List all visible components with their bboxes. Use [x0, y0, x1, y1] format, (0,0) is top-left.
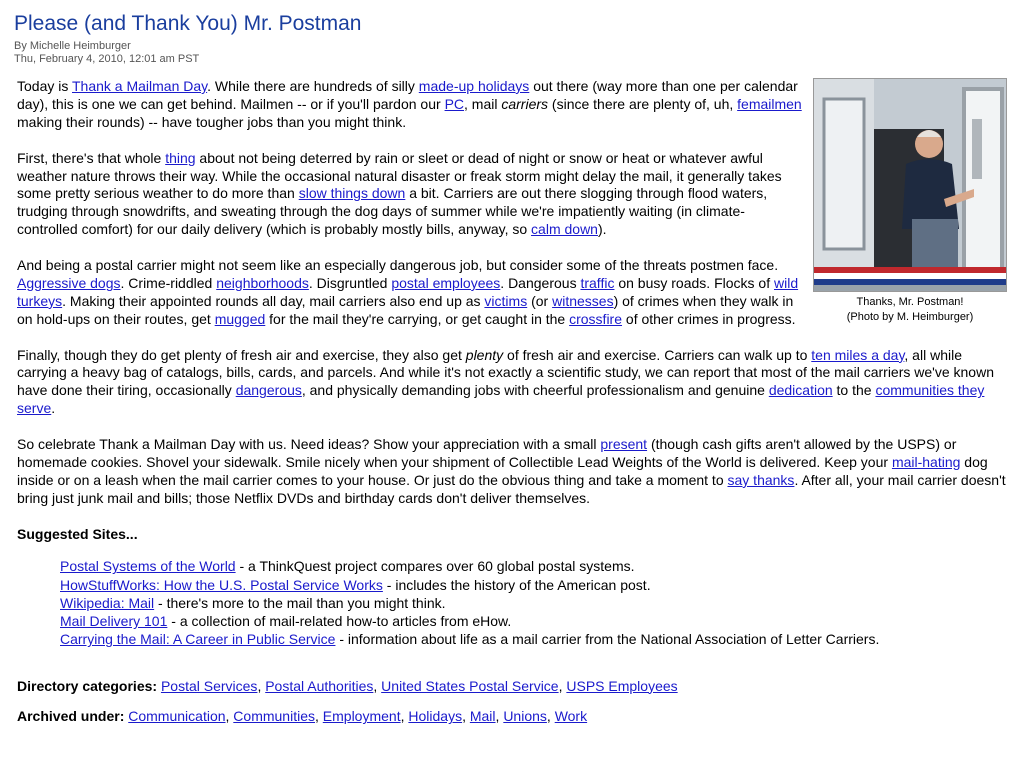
publish-date: Thu, February 4, 2010, 12:01 am PST: [14, 53, 200, 65]
link-present[interactable]: present: [600, 436, 648, 453]
text: (or: [527, 292, 553, 309]
archive-link[interactable]: Work: [554, 708, 588, 725]
emphasis: plenty: [465, 346, 504, 363]
text: . After all, your mail carrier doesn't bring just junk mail and bills; those Netflix DVDs and birthday cards don't deliver themselves.: [17, 471, 1006, 506]
category-link[interactable]: Postal Authorities: [265, 677, 374, 694]
text: of fresh air and exercise. Carriers can walk up to: [503, 346, 812, 363]
link-femailmen[interactable]: femailmen: [737, 95, 802, 112]
site-desc: - includes the history of the American post.: [382, 576, 651, 593]
text: , mail: [464, 95, 502, 112]
link-dedication[interactable]: dedication: [768, 382, 833, 399]
text: making their rounds) -- have tougher jobs than you might think.: [17, 113, 407, 130]
text: (though cash gifts aren't allowed by the USPS) or homemade cookies. Shovel your sidewalk. Smile nicely when your shipment of Collectible Lead Weights of the World is delivered. Keep your: [17, 436, 957, 470]
link-calm-down[interactable]: calm down: [531, 221, 598, 238]
link-ten-miles-a-day[interactable]: ten miles a day: [811, 346, 905, 363]
archived-under: Archived under: Communication, Communities, Employment, Holidays, Mail, Unions, Work: [17, 708, 588, 725]
archive-link[interactable]: Mail: [469, 708, 496, 725]
archive-link[interactable]: Communities: [233, 708, 315, 725]
link-thank-a-mailman-day[interactable]: Thank a Mailman Day: [72, 78, 208, 94]
archive-link[interactable]: Holidays: [408, 708, 463, 725]
list-item: [60, 557, 1007, 575]
text: on busy roads. Flocks of: [614, 274, 774, 291]
paragraph-4: [17, 347, 1007, 419]
link-wild-turkeys[interactable]: wild turkeys: [17, 274, 799, 309]
text: to the: [832, 382, 876, 399]
link-traffic[interactable]: traffic: [580, 274, 615, 291]
site-desc: - information about life as a mail carrier from the National Association of Letter Carriers.: [335, 631, 880, 648]
link-pc[interactable]: PC: [444, 95, 465, 112]
category-link[interactable]: Postal Services: [160, 677, 258, 694]
directory-categories: Directory categories: Postal Services, Postal Authorities, United States Postal Service, USPS Employees: [17, 677, 678, 694]
text: . Crime-riddled: [120, 274, 217, 291]
list-item: [60, 630, 1007, 648]
archive-link[interactable]: Unions: [503, 708, 547, 725]
list-item: [60, 576, 1007, 594]
link-slow-things-down[interactable]: slow things down: [298, 185, 406, 202]
suggested-sites-heading: Suggested Sites...: [17, 525, 138, 542]
list-item: [60, 612, 1007, 630]
text: . Making their appointed rounds all day, mail carriers also end up as: [62, 292, 485, 309]
text: And being a postal carrier might not seem like an especially dangerous job, but consider some of the threats postmen face.: [17, 257, 779, 274]
text: ).: [597, 221, 607, 238]
link-witnesses[interactable]: witnesses: [552, 292, 614, 309]
text: (since there are plenty of, uh,: [548, 95, 738, 112]
link-crossfire[interactable]: crossfire: [569, 310, 623, 327]
text: . Disgruntled: [308, 274, 392, 291]
link-postal-employees[interactable]: postal employees: [391, 274, 501, 291]
text: a bit. Carriers are out there slogging through flood waters, trudging through snowdrifts, and sweating through the dog days of summer while we're impatiently waiting (in climate-controlled comfort) for our daily delivery (which is probably mostly bills, anyway, so: [17, 185, 768, 238]
text: , all while carrying a heavy bag of catalogs, bills, cards, and parcels. And while it's not exactly a scientific study, we can report that most of the mail carriers we've known have done their tiring, occasionally: [17, 346, 994, 399]
site-link[interactable]: Mail Delivery 101: [60, 613, 168, 630]
list-item: [60, 594, 1007, 612]
article-photo: [813, 78, 1007, 325]
emphasis: carriers: [501, 95, 549, 112]
text: , and physically demanding jobs with cheerful professionalism and genuine: [301, 382, 769, 399]
text: . While there are hundreds of silly: [207, 78, 419, 94]
byline: [14, 40, 1023, 66]
text: So celebrate Thank a Mailman Day with us. Need ideas? Show your appreciation with a small: [17, 436, 601, 453]
site-desc: - a collection of mail-related how-to articles from eHow.: [167, 613, 512, 630]
text: . Dangerous: [500, 274, 581, 291]
archive-link[interactable]: Employment: [322, 708, 401, 725]
text: for the mail they're carrying, or get caught in the: [265, 310, 570, 327]
mail-carrier-photo: [813, 78, 1007, 292]
site-link[interactable]: Postal Systems of the World: [60, 558, 236, 575]
link-communities-they-serve[interactable]: communities they serve: [17, 382, 985, 417]
link-thing[interactable]: thing: [165, 149, 196, 166]
archive-link[interactable]: Communication: [128, 708, 226, 725]
text: about not being deterred by rain or sleet or dead of night or snow or heat or whatever awful weather nature throws their way. While the occasional natural disaster or freak storm might delay the mail, it generally takes some pretty serious weather to do more than: [17, 149, 782, 202]
text: Finally, though they do get plenty of fresh air and exercise, they also get: [17, 346, 466, 363]
text: Today is: [17, 78, 72, 94]
site-link[interactable]: HowStuffWorks: How the U.S. Postal Service Works: [60, 576, 383, 593]
category-link[interactable]: United States Postal Service: [381, 677, 559, 694]
link-mail-hating[interactable]: mail-hating: [891, 453, 961, 470]
author: By Michelle Heimburger: [14, 40, 131, 52]
photo-caption: Thanks, Mr. Postman!: [856, 296, 964, 308]
suggested-sites-list: [60, 557, 1007, 648]
site-desc: - there's more to the mail than you might think.: [154, 594, 446, 611]
directory-label: Directory categories:: [17, 677, 158, 694]
text: of other crimes in progress.: [622, 310, 796, 327]
site-link[interactable]: Carrying the Mail: A Career in Public Service: [60, 631, 336, 648]
link-mugged[interactable]: mugged: [214, 310, 266, 327]
site-desc: - a ThinkQuest project compares over 60 global postal systems.: [235, 558, 635, 575]
category-link[interactable]: USPS Employees: [566, 677, 678, 694]
text: ) of crimes when they walk in on hold-ups on their routes, get: [17, 292, 794, 327]
link-dangerous[interactable]: dangerous: [235, 382, 302, 399]
link-aggressive-dogs[interactable]: Aggressive dogs: [17, 274, 121, 291]
link-victims[interactable]: victims: [484, 292, 528, 309]
link-made-up-holidays[interactable]: made-up holidays: [418, 78, 530, 94]
link-neighborhoods[interactable]: neighborhoods: [216, 274, 309, 291]
archived-label: Archived under:: [17, 708, 125, 725]
photo-credit: (Photo by M. Heimburger): [846, 311, 974, 323]
site-link[interactable]: Wikipedia: Mail: [60, 594, 155, 611]
text: out there (way more than one per calendar day), this is one we can get behind. Mailmen -- or if you'll pardon our: [17, 78, 798, 112]
text: dog inside or on a leash when the mail carrier comes to your house. Or just do the obvious thing and take a moment to: [17, 453, 988, 488]
article-body: [17, 78, 1007, 726]
text: First, there's that whole: [17, 149, 166, 166]
link-say-thanks[interactable]: say thanks: [727, 471, 795, 488]
article-title: Please (and Thank You) Mr. Postman: [14, 12, 362, 35]
text: .: [51, 400, 56, 417]
mail-truck-image: [814, 79, 1006, 291]
paragraph-5: [17, 436, 1007, 508]
